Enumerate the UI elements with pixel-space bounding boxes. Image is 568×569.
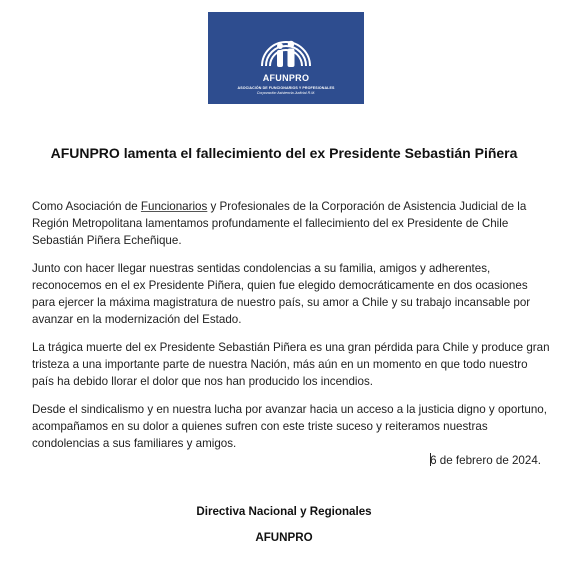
logo-wordmark: AFUNPRO <box>262 73 310 83</box>
paragraph-1: Como Asociación de Funcionarios y Profesionales de la Corporación de Asistencia Judicial de la Región Metropolitana lamentamos profundamente el fallecimiento del ex Presidente de Chile Sebastián Piñera Echeñique. <box>32 200 527 247</box>
document-date[interactable]: 6 de febrero de 2024. <box>430 454 541 467</box>
logo-subtitle-secondary: Corporación Asistencia Judicial R.M. <box>256 91 316 95</box>
logo-subtitle: ASOCIACIÓN DE FUNCIONARIOS Y PROFESIONALES <box>237 86 335 90</box>
document-title: AFUNPRO lamenta el fallecimiento del ex Presidente Sebastián Piñera <box>50 145 518 161</box>
signature-line-2: AFUNPRO <box>255 531 313 544</box>
paragraph-4: Desde el sindicalismo y en nuestra lucha por avanzar hacia un acceso a la justicia digno y oportuno, acompañamos en su dolor a quienes sufren con este triste suceso y reiteramos nuestras condolencias a sus familiares y amigos. <box>32 403 547 450</box>
afunpro-logo <box>208 12 364 104</box>
paragraph-2: Junto con hacer llegar nuestras sentidas condolencias a su familia, amigos y adherentes, reconocemos en el ex Presidente Piñera, quien fue elegido democráticamente en dos ocasiones para ejercer la máxima magistratura de nuestro país, su amor a Chile y su trabajo incansable por avanzar en la modernización del Estado. <box>32 262 531 326</box>
funcionarios-link[interactable]: Funcionarios <box>140 200 208 213</box>
document-body <box>32 198 550 463</box>
paragraph-3: La trágica muerte del ex Presidente Sebastián Piñera es una gran pérdida para Chile y produce gran tristeza a una importante parte de nuestra Nación, más aún en un momento en que todo nuestro país ha debido llorar el dolor que nos han producido los incendios. <box>32 341 550 388</box>
signature-line-1: Directiva Nacional y Regionales <box>196 505 372 518</box>
